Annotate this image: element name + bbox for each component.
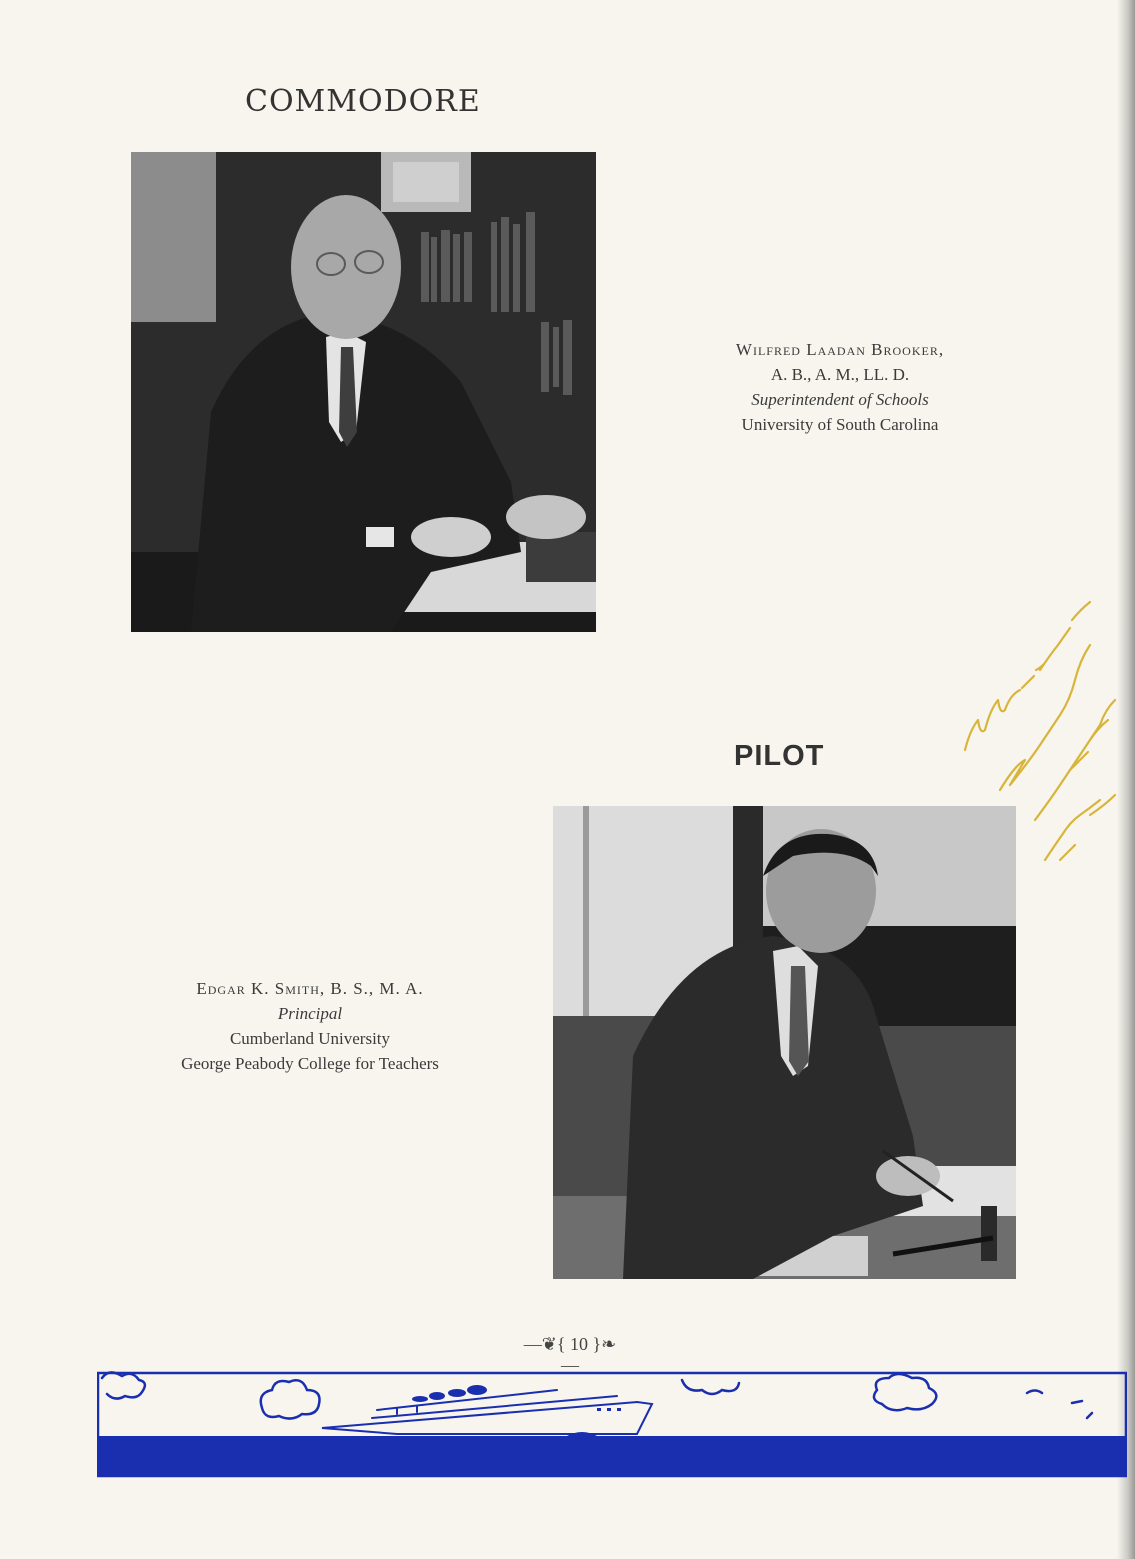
- pilot-title: Principal: [277, 1004, 343, 1023]
- pilot-affiliation-2: George Peabody College for Teachers: [181, 1054, 439, 1073]
- commodore-heading: COMMODORE: [245, 84, 481, 119]
- pilot-affiliation-1: Cumberland University: [229, 1029, 391, 1048]
- commodore-caption: [680, 337, 1000, 437]
- commodore-title: Superintendent of Schools: [751, 390, 929, 409]
- pilot-name: Edgar K. Smith, B. S., M. A.: [196, 979, 424, 998]
- commodore-affiliation: University of South Carolina: [741, 415, 939, 434]
- page-number-ornament-right: }❧—: [561, 1334, 617, 1375]
- page-number-value: 10: [570, 1334, 588, 1354]
- handwritten-inscription: [940, 560, 1130, 880]
- ship-banner-illustration: [97, 1368, 1127, 1478]
- commodore-degrees: A. B., A. M., LL. D.: [770, 365, 910, 384]
- commodore-portrait-photo: [131, 152, 596, 632]
- pilot-caption: [120, 976, 500, 1076]
- page-number-ornament-left: —❦{: [523, 1334, 570, 1354]
- commodore-name: Wilfred Laadan Brooker,: [735, 340, 945, 359]
- pilot-heading: PILOT: [734, 740, 825, 772]
